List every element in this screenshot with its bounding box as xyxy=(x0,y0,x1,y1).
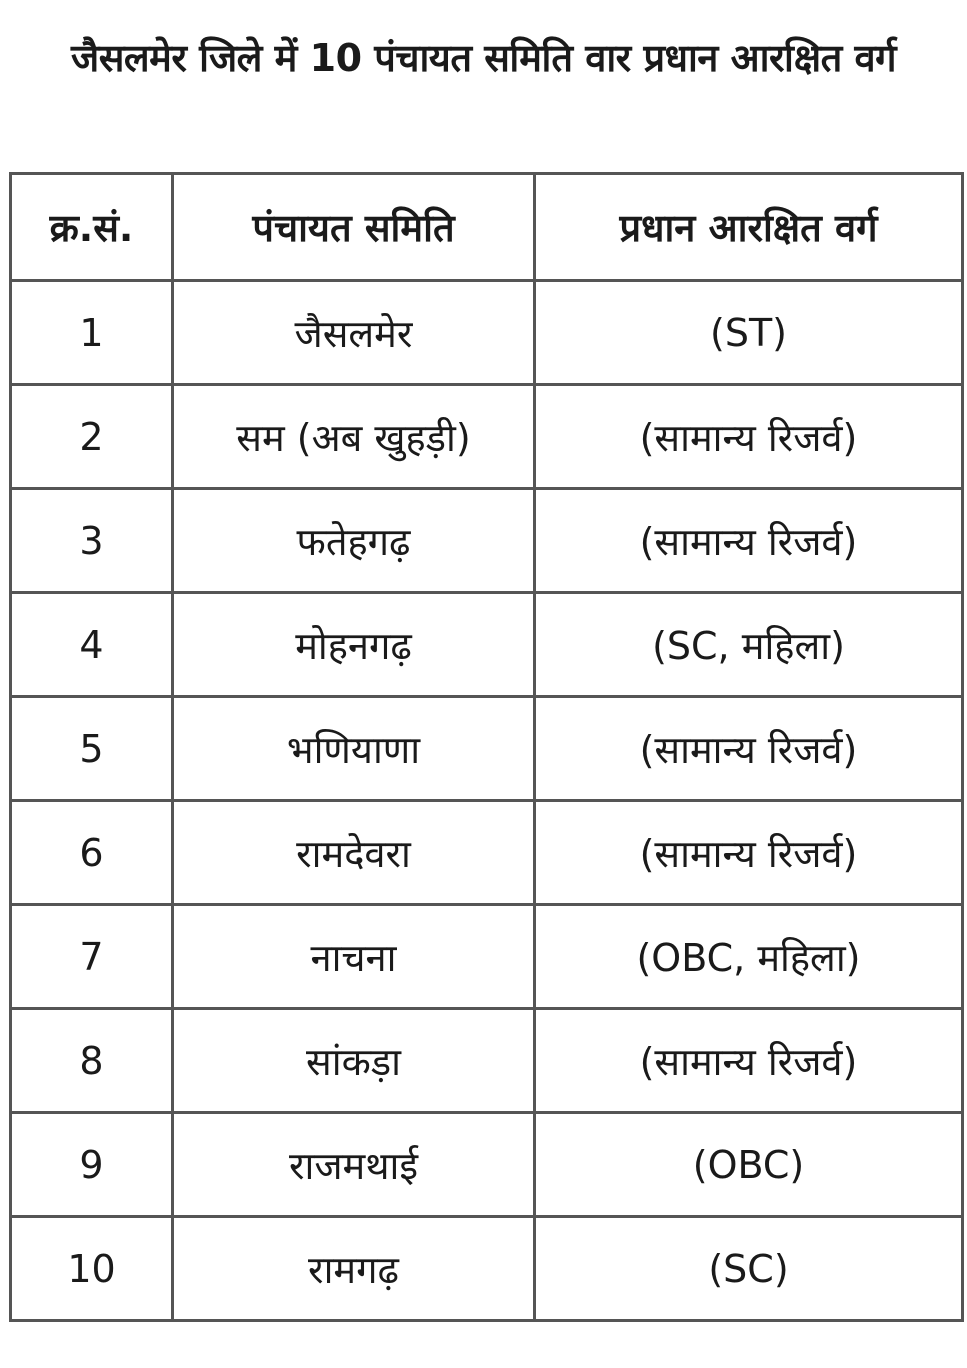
reservation-table xyxy=(9,172,964,1322)
panchayat-samiti-cell: राजमथाई xyxy=(173,1113,535,1217)
table-row xyxy=(11,1113,963,1217)
page-title: जैसलमेर जिले में 10 पंचायत समिति वार प्रधान आरक्षित वर्ग xyxy=(71,36,896,80)
reserved-category-cell: (OBC) xyxy=(535,1113,963,1217)
panchayat-samiti-cell: सांकड़ा xyxy=(173,1009,535,1113)
table-row xyxy=(11,1009,963,1113)
panchayat-samiti-cell: फतेहगढ़ xyxy=(173,489,535,593)
table-row xyxy=(11,801,963,905)
reserved-category-cell: (सामान्य रिजर्व) xyxy=(535,489,963,593)
serial-number-cell: 6 xyxy=(11,801,173,905)
reserved-category-cell: (सामान्य रिजर्व) xyxy=(535,801,963,905)
serial-number-cell: 9 xyxy=(11,1113,173,1217)
reserved-category-cell: (सामान्य रिजर्व) xyxy=(535,697,963,801)
panchayat-samiti-cell: नाचना xyxy=(173,905,535,1009)
table-header-row xyxy=(11,174,963,281)
serial-number-cell: 2 xyxy=(11,385,173,489)
reserved-category-cell: (सामान्य रिजर्व) xyxy=(535,1009,963,1113)
panchayat-samiti-cell: रामदेवरा xyxy=(173,801,535,905)
header-panchayat-samiti: पंचायत समिति xyxy=(173,174,535,281)
panchayat-samiti-cell: जैसलमेर xyxy=(173,281,535,385)
reserved-category-cell: (SC, महिला) xyxy=(535,593,963,697)
panchayat-samiti-cell: भणियाणा xyxy=(173,697,535,801)
reserved-category-cell: (OBC, महिला) xyxy=(535,905,963,1009)
serial-number-cell: 3 xyxy=(11,489,173,593)
serial-number-cell: 7 xyxy=(11,905,173,1009)
serial-number-cell: 1 xyxy=(11,281,173,385)
serial-number-cell: 8 xyxy=(11,1009,173,1113)
serial-number-cell: 4 xyxy=(11,593,173,697)
table-row xyxy=(11,385,963,489)
table-row xyxy=(11,593,963,697)
panchayat-samiti-cell: मोहनगढ़ xyxy=(173,593,535,697)
reserved-category-cell: (SC) xyxy=(535,1217,963,1321)
table-row xyxy=(11,281,963,385)
reserved-category-cell: (सामान्य रिजर्व) xyxy=(535,385,963,489)
header-serial-number: क्र.सं. xyxy=(11,174,173,281)
table-row xyxy=(11,489,963,593)
table-row xyxy=(11,697,963,801)
panchayat-samiti-cell: सम (अब खुहड़ी) xyxy=(173,385,535,489)
serial-number-cell: 5 xyxy=(11,697,173,801)
table-row xyxy=(11,905,963,1009)
header-reserved-category: प्रधान आरक्षित वर्ग xyxy=(535,174,963,281)
reserved-category-cell: (ST) xyxy=(535,281,963,385)
panchayat-samiti-cell: रामगढ़ xyxy=(173,1217,535,1321)
table-row xyxy=(11,1217,963,1321)
serial-number-cell: 10 xyxy=(11,1217,173,1321)
